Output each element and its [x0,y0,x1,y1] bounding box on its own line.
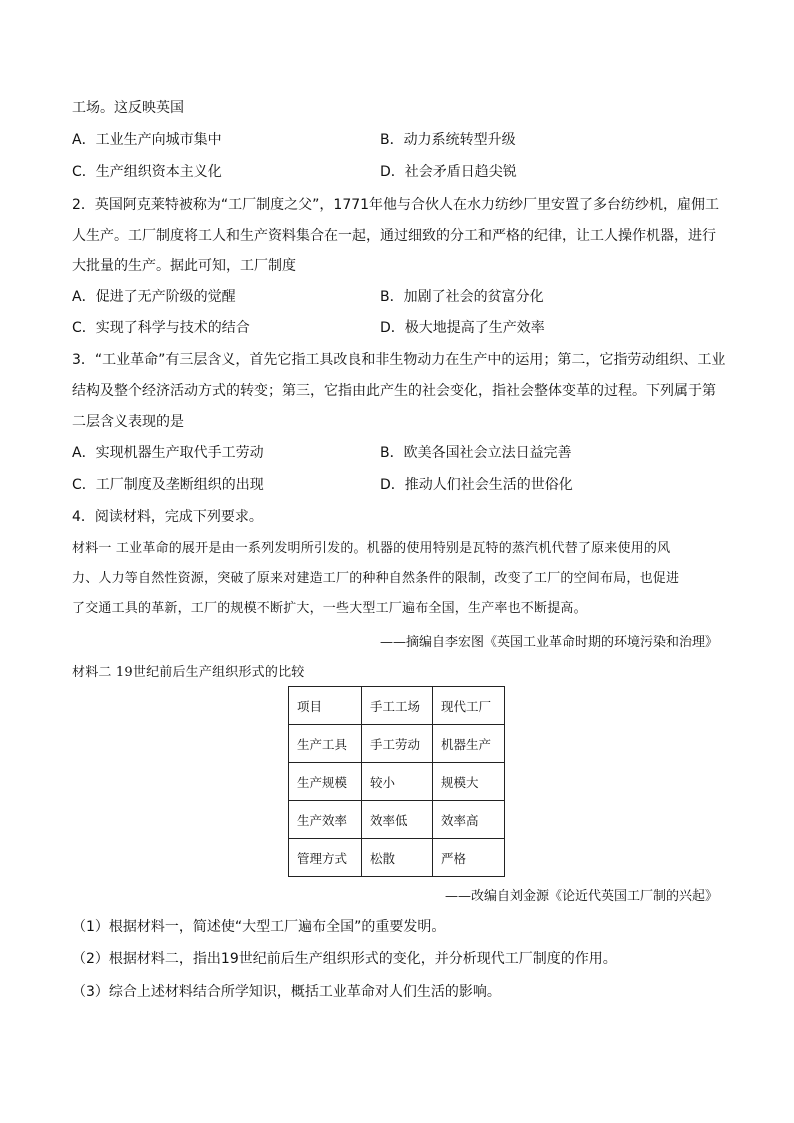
q1-stem-continuation: 工场。这反映英国 [72,100,184,116]
table-cell: 生产规模 [289,763,362,801]
q2-option-c: C．实现了科学与技术的结合 [72,320,250,336]
material2-title: 材料二 19世纪前后生产组织形式的比较 [72,665,305,680]
table-cell: 松散 [362,839,433,877]
q1-option-a: A．工业生产向城市集中 [72,132,222,148]
q3-option-b: B．欧美各国社会立法日益完善 [380,445,572,461]
table-header-row [289,687,505,725]
table-row [289,725,505,763]
q1-option-b: B．动力系统转型升级 [380,132,516,148]
table-row [289,763,505,801]
q3-stem-line: 结构及整个经济活动方式的转变；第三，它指由此产生的社会变化，指社会整体变革的过程。下列属于第 [72,383,716,399]
table-cell: 较小 [362,763,433,801]
q2-option-d: D．极大地提高了生产效率 [380,320,545,336]
material1-line: 了交通工具的革新，工厂的规模不断扩大，一些大型工厂遍布全国，生产率也不断提高。 [72,601,587,616]
material1-line: 材料一 工业革命的展开是由一系列发明所引发的。机器的使用特别是瓦特的蒸汽机代替了原来使用的风 [72,541,671,556]
q1-option-c: C．生产组织资本主义化 [72,164,222,180]
q1-option-d: D．社会矛盾日趋尖锐 [380,164,517,180]
q4-subquestion-1: （1）根据材料一，简述使“大型工厂遍布全国”的重要发明。 [72,919,446,935]
q2-stem-line: 人生产。工厂制度将工人和生产资料集合在一起，通过细致的分工和严格的纪律，让工人操作机器，进行 [72,228,716,244]
table-cell: 规模大 [433,763,505,801]
table-cell: 生产工具 [289,725,362,763]
table-row [289,839,505,877]
table-cell: 效率低 [362,801,433,839]
q3-option-c: C．工厂制度及垄断组织的出现 [72,477,264,493]
table-cell: 手工劳动 [362,725,433,763]
q3-stem-line: 3．“工业革命”有三层含义，首先它指工具改良和非生物动力在生产中的运用；第二，它指劳动组织、工业 [72,352,726,368]
q2-stem-line: 2．英国阿克莱特被称为“工厂制度之父”，1771年他与合伙人在水力纺纱厂里安置了多台纺纱机，雇佣工 [72,197,720,213]
q4-subquestion-2: （2）根据材料二，指出19世纪前后生产组织形式的变化，并分析现代工厂制度的作用。 [72,951,617,967]
material1-line: 力、人力等自然性资源，突破了原来对建造工厂的种种自然条件的限制，改变了工厂的空间布局，也促进 [72,571,680,586]
table-header-cell: 手工工场 [362,687,433,725]
table-cell: 机器生产 [433,725,505,763]
table-header-cell: 现代工厂 [433,687,505,725]
q2-option-b: B．加剧了社会的贫富分化 [380,289,544,305]
q3-option-d: D．推动人们社会生活的世俗化 [380,477,573,493]
table-cell: 管理方式 [289,839,362,877]
table-header-cell: 项目 [289,687,362,725]
material1-source: ——摘编自李宏图《英国工业革命时期的环境污染和治理》 [379,635,718,650]
q4-stem: 4．阅读材料，完成下列要求。 [72,509,263,525]
table-cell: 生产效率 [289,801,362,839]
q4-subquestion-3: （3）综合上述材料结合所学知识，概括工业革命对人们生活的影响。 [72,984,501,1000]
material2-source: ——改编自刘金源《论近代英国工厂制的兴起》 [444,889,718,904]
q2-stem-line: 大批量的生产。据此可知，工厂制度 [72,258,296,274]
comparison-table [288,686,505,877]
q2-option-a: A．促进了无产阶级的觉醒 [72,289,236,305]
table-cell: 严格 [433,839,505,877]
table-cell: 效率高 [433,801,505,839]
table-row [289,801,505,839]
q3-option-a: A．实现机器生产取代手工劳动 [72,445,264,461]
q3-stem-line: 二层含义表现的是 [72,414,184,430]
